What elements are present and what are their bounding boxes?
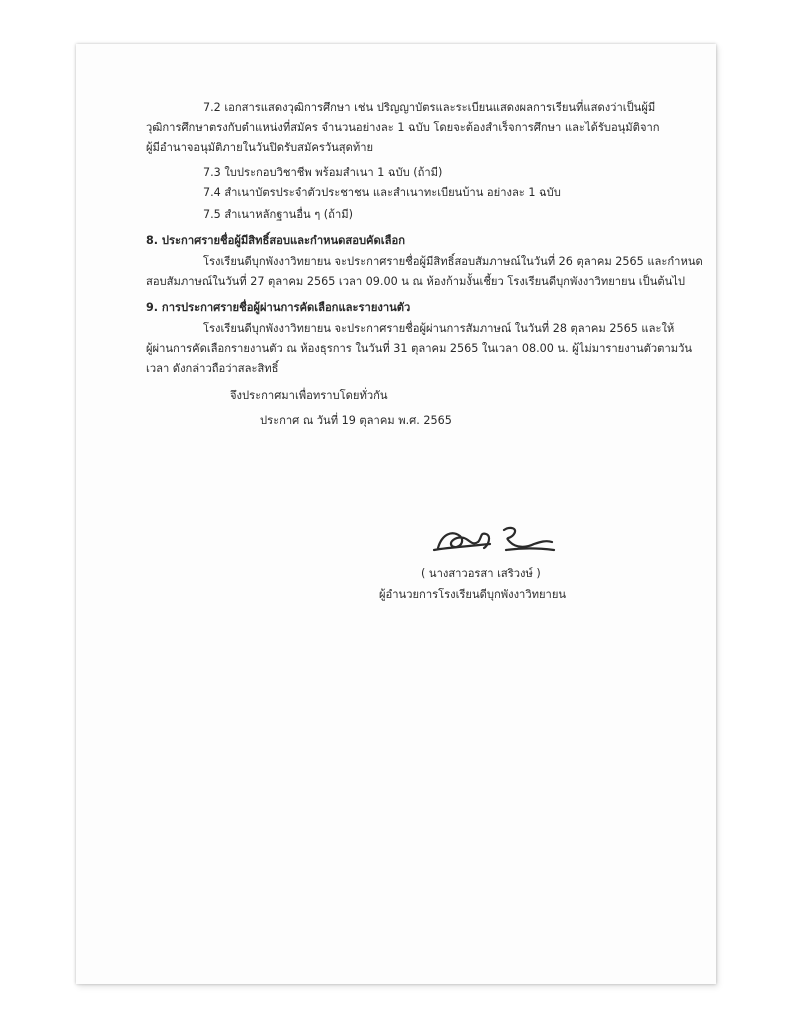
- item-7-4: 7.4 สำเนาบัตรประจำตัวประชาชน และสำเนาทะเบียนบ้าน อย่างละ 1 ฉบับ: [203, 186, 561, 199]
- section-9-line-3: เวลา ดังกล่าวถือว่าสละสิทธิ์: [146, 362, 279, 375]
- section-9-heading: 9. การประกาศรายชื่อผู้ผ่านการคัดเลือกและรายงานตัว: [146, 301, 411, 314]
- section-9-line-1: โรงเรียนดีบุกพังงาวิทยายน จะประกาศรายชื่อผู้ผ่านการสัมภาษณ์ ในวันที่ 28 ตุลาคม 2565 และให้: [203, 322, 675, 335]
- section-8-heading: 8. ประกาศรายชื่อผู้มีสิทธิ์สอบและกำหนดสอบคัดเลือก: [146, 234, 405, 247]
- item-7-2-line-2: วุฒิการศึกษาตรงกับตำแหน่งที่สมัคร จำนวนอย่างละ 1 ฉบับ โดยจะต้องสำเร็จการศึกษา และได้รับอนุมัติจาก: [146, 121, 660, 134]
- item-7-5: 7.5 สำเนาหลักฐานอื่น ๆ (ถ้ามี): [203, 208, 353, 221]
- signatory-name: ( นางสาวอรสา เสริวงษ์ ): [421, 567, 541, 580]
- section-8-line-2: สอบสัมภาษณ์ในวันที่ 27 ตุลาคม 2565 เวลา 09.00 น ณ ห้องก้ามงั้นเชี้ยว โรงเรียนดีบุกพังงาวิทยายน เป็นต้นไป: [146, 275, 686, 288]
- section-8-line-1: โรงเรียนดีบุกพังงาวิทยายน จะประกาศรายชื่อผู้มีสิทธิ์สอบสัมภาษณ์ในวันที่ 26 ตุลาคม 2565 และกำหนด: [203, 255, 703, 268]
- closing-statement: จึงประกาศมาเพื่อทราบโดยทั่วกัน: [230, 389, 388, 402]
- announcement-date: ประกาศ ณ วันที่ 19 ตุลาคม พ.ศ. 2565: [260, 414, 452, 427]
- signatory-title: ผู้อำนวยการโรงเรียนดีบุกพังงาวิทยายน: [379, 588, 567, 601]
- signature-image: [430, 520, 560, 560]
- document-page: [76, 44, 716, 984]
- section-9-line-2: ผู้ผ่านการคัดเลือกรายงานตัว ณ ห้องธุรการ ในวันที่ 31 ตุลาคม 2565 ในเวลา 08.00 น. ผู้ไม่มารายงานตัวตามวัน: [146, 342, 693, 355]
- item-7-2-line-1: 7.2 เอกสารแสดงวุฒิการศึกษา เช่น ปริญญาบัตรและระเบียนแสดงผลการเรียนที่แสดงว่าเป็นผู้มี: [203, 101, 656, 114]
- item-7-2-line-3: ผู้มีอำนาจอนุมัติภายในวันปิดรับสมัครวันสุดท้าย: [146, 141, 374, 154]
- item-7-3: 7.3 ใบประกอบวิชาชีพ พร้อมสำเนา 1 ฉบับ (ถ้ามี): [203, 166, 443, 179]
